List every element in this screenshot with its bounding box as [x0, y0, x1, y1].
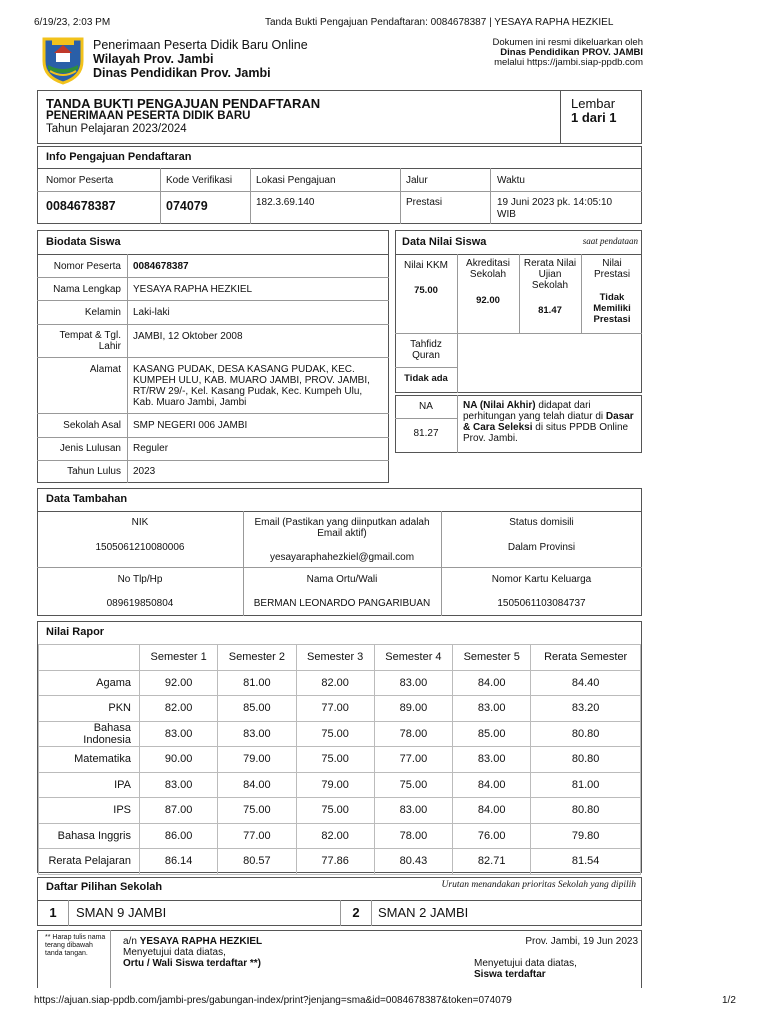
rerata-value: 81.47 [538, 305, 562, 316]
score-cell: 75.00 [218, 798, 296, 824]
score-cell: 75.00 [296, 721, 374, 747]
bio-value: SMP NEGERI 006 JAMBI [133, 420, 248, 431]
table-row [39, 798, 641, 824]
table-row [39, 721, 641, 747]
score-cell: 78.00 [374, 823, 452, 849]
score-cell: 82.00 [296, 823, 374, 849]
score-cell: 83.00 [374, 670, 452, 696]
table-header-cell: Semester 5 [453, 645, 531, 671]
doc-year: Tahun Pelajaran 2023/2024 [46, 123, 187, 135]
info-jalur: Prestasi [406, 197, 443, 208]
score-cell: 90.00 [140, 747, 218, 773]
score-cell: 82.00 [140, 696, 218, 722]
score-cell: 80.43 [374, 849, 452, 875]
info-label-jalur: Jalur [406, 175, 428, 186]
hp-label: No Tlp/Hp [117, 574, 163, 585]
table-row [39, 772, 641, 798]
score-cell: 83.00 [140, 721, 218, 747]
info-waktu: 19 Juni 2023 pk. 14:05:10 WIB [497, 197, 613, 220]
score-cell: 84.40 [531, 670, 641, 696]
score-cell: 79.00 [218, 747, 296, 773]
rapor-heading: Nilai Rapor [46, 626, 105, 638]
header-right2: Dinas Pendidikan PROV. JAMBI [500, 47, 643, 58]
print-datetime: 6/19/23, 2:03 PM [34, 17, 111, 28]
score-cell: 85.00 [453, 721, 531, 747]
signature-place-date: Prov. Jambi, 19 Jun 2023 [525, 936, 638, 947]
score-cell: 86.14 [140, 849, 218, 875]
score-cell: 84.00 [453, 798, 531, 824]
score-cell: 77.00 [374, 747, 452, 773]
bio-value: Laki-laki [133, 307, 170, 318]
bio-label: Tahun Lulus [67, 466, 121, 477]
score-cell: 81.00 [531, 772, 641, 798]
score-cell: 82.00 [296, 670, 374, 696]
na-description: NA (Nilai Akhir) didapat dari perhitungan yang telah diatur di Dasar & Cara Seleksi di situs PPDB Online Prov. Jambi. [463, 400, 634, 444]
score-cell: 75.00 [374, 772, 452, 798]
ortu-label: Nama Ortu/Wali [306, 574, 378, 585]
bio-value: YESAYA RAPHA HEZKIEL [133, 284, 253, 295]
header-right3: melalui https://jambi.siap-ppdb.com [494, 57, 643, 68]
lembar-label: Lembar [571, 96, 616, 111]
score-cell: 79.80 [531, 823, 641, 849]
nilai-note: saat pendataan [582, 236, 638, 246]
kk-value: 1505061103084737 [497, 598, 586, 609]
header-right1: Dokumen ini resmi dikeluarkan oleh [492, 37, 643, 48]
kkm-value: 75.00 [414, 285, 438, 296]
table-header-cell [39, 645, 140, 671]
bio-label: Nama Lengkap [53, 284, 121, 295]
pilihan-school: SMAN 9 JAMBI [76, 905, 167, 920]
table-header-cell: Rerata Semester [531, 645, 641, 671]
score-cell: 83.00 [374, 798, 452, 824]
bio-value: KASANG PUDAK, DESA KASANG PUDAK, KEC. KUMPEH ULU, KAB. MUARO JAMBI, PROV. JAMBI, RT/RW 29/-, Kel. Kasang Pudak, Kec. Kumpeh Ulu, Kab. Muaro Jambi, Jambi [133, 364, 370, 408]
score-cell: 92.00 [140, 670, 218, 696]
lembar-value: 1 dari 1 [571, 110, 617, 125]
pilihan-no: 1 [49, 905, 57, 920]
table-row [39, 849, 641, 875]
table-header-cell: Semester 3 [296, 645, 374, 671]
nik-label: NIK [131, 517, 149, 528]
bio-value: JAMBI, 12 Oktober 2008 [133, 331, 243, 342]
prestasi-label: Nilai Prestasi [593, 258, 631, 280]
subject-cell: Agama [39, 670, 140, 696]
table-header-cell: Semester 2 [218, 645, 296, 671]
bio-value: 2023 [133, 466, 156, 477]
score-cell: 87.00 [140, 798, 218, 824]
score-cell: 83.00 [453, 747, 531, 773]
score-cell: 86.00 [140, 823, 218, 849]
hp-value: 089619850804 [106, 598, 174, 609]
biodata-heading: Biodata Siswa [46, 236, 121, 248]
score-cell: 85.00 [218, 696, 296, 722]
na-label: NA [419, 401, 433, 412]
pilihan-heading: Daftar Pilihan Sekolah [46, 881, 163, 893]
akreditasi-value: 92.00 [476, 295, 500, 306]
signature-ortu: Ortu / Wali Siswa terdaftar **) [123, 958, 261, 969]
kkm-label: Nilai KKM [404, 260, 448, 271]
info-label-nomor: Nomor Peserta [46, 175, 114, 186]
info-label-lokasi: Lokasi Pengajuan [256, 175, 336, 186]
nik-value: 1505061210080006 [95, 542, 185, 553]
pilihan-no: 2 [352, 905, 360, 920]
score-cell: 78.00 [374, 721, 452, 747]
score-cell: 77.00 [218, 823, 296, 849]
score-cell: 80.80 [531, 721, 641, 747]
kk-label: Nomor Kartu Keluarga [491, 574, 592, 585]
bio-label: Jenis Lulusan [59, 443, 121, 454]
subject-cell: Matematika [39, 747, 140, 773]
table-row [39, 670, 641, 696]
rapor-table [38, 644, 641, 875]
score-cell: 75.00 [296, 747, 374, 773]
score-cell: 84.00 [453, 670, 531, 696]
bio-label: Tempat & Tgl. Lahir [59, 330, 121, 352]
bio-label: Sekolah Asal [63, 420, 121, 431]
subject-cell: Rerata Pelajaran [39, 849, 140, 875]
signature-note: ** Harap tulis nama terang dibawah tanda tangan. [45, 934, 106, 957]
score-cell: 80.80 [531, 747, 641, 773]
print-page-title: Tanda Bukti Pengajuan Pendaftaran: 0084678387 | YESAYA RAPHA HEZKIEL [265, 17, 614, 28]
table-header-cell: Semester 4 [374, 645, 452, 671]
bio-label: Alamat [89, 364, 121, 375]
status-label: Status domisili [509, 517, 574, 528]
score-cell: 82.71 [453, 849, 531, 875]
info-nomor: 0084678387 [46, 199, 116, 213]
table-header-row [39, 645, 641, 671]
akreditasi-label: Akreditasi Sekolah [466, 258, 510, 280]
tambahan-heading: Data Tambahan [46, 493, 128, 505]
nilai-heading: Data Nilai Siswa [402, 236, 487, 248]
table-row [39, 823, 641, 849]
subject-cell: PKN [39, 696, 140, 722]
rerata-label: Rerata Nilai Ujian Sekolah [523, 258, 577, 291]
score-cell: 77.86 [296, 849, 374, 875]
email-label: Email (Pastikan yang diinputkan adalah Email aktif) [254, 517, 430, 539]
header-line1: Penerimaan Peserta Didik Baru Online [93, 38, 308, 52]
info-label-waktu: Waktu [497, 175, 525, 186]
score-cell: 80.80 [531, 798, 641, 824]
score-cell: 77.00 [296, 696, 374, 722]
doc-title: TANDA BUKTI PENGAJUAN PENDAFTARAN [46, 96, 321, 111]
info-heading: Info Pengajuan Pendaftaran [46, 151, 192, 163]
score-cell: 84.00 [218, 772, 296, 798]
bio-value: 0084678387 [133, 261, 189, 272]
jambi-logo [40, 35, 86, 85]
header-line2: Wilayah Prov. Jambi [93, 52, 214, 66]
score-cell: 89.00 [374, 696, 452, 722]
subject-cell: Bahasa Indonesia [39, 721, 140, 747]
tahfidz-value: Tidak ada [404, 373, 448, 384]
info-label-kode: Kode Verifikasi [166, 175, 233, 186]
print-url: https://ajuan.siap-ppdb.com/jambi-pres/gabungan-index/print?jenjang=sma&id=0084678387&token=074079 [34, 995, 512, 1006]
signature-siswa: Siswa terdaftar [474, 969, 546, 980]
email-value: yesayaraphahezkiel@gmail.com [269, 552, 415, 563]
info-kode: 074079 [166, 199, 208, 213]
pilihan-note: Urutan menandakan prioritas Sekolah yang dipilih [441, 880, 636, 890]
score-cell: 84.00 [453, 772, 531, 798]
score-cell: 80.57 [218, 849, 296, 875]
bio-value: Reguler [133, 443, 169, 454]
table-row [39, 696, 641, 722]
subject-cell: IPA [39, 772, 140, 798]
print-page-number: 1/2 [722, 995, 736, 1006]
status-value: Dalam Provinsi [507, 542, 576, 553]
score-cell: 81.54 [531, 849, 641, 875]
score-cell: 76.00 [453, 823, 531, 849]
score-cell: 83.00 [140, 772, 218, 798]
signature-an: a/n YESAYA RAPHA HEZKIEL [123, 936, 263, 947]
score-cell: 79.00 [296, 772, 374, 798]
tahfidz-label: Tahfidz Quran [410, 339, 442, 361]
score-cell: 83.00 [218, 721, 296, 747]
subject-cell: Bahasa Inggris [39, 823, 140, 849]
signature-setuju-ortu: Menyetujui data diatas, [123, 947, 226, 958]
bio-label: Kelamin [84, 307, 121, 318]
na-value: 81.27 [413, 428, 439, 439]
header-line3: Dinas Pendidikan Prov. Jambi [93, 66, 271, 80]
subject-cell: IPS [39, 798, 140, 824]
table-row [39, 747, 641, 773]
score-cell: 83.20 [531, 696, 641, 722]
prestasi-value: Tidak Memiliki Prestasi [593, 292, 631, 325]
table-header-cell: Semester 1 [140, 645, 218, 671]
bio-label: Nomor Peserta [53, 261, 121, 272]
signature-setuju-siswa: Menyetujui data diatas, [474, 958, 577, 969]
score-cell: 75.00 [296, 798, 374, 824]
doc-subtitle: PENERIMAAN PESERTA DIDIK BARU [46, 110, 251, 122]
info-lokasi: 182.3.69.140 [256, 197, 315, 208]
pilihan-school: SMAN 2 JAMBI [378, 905, 469, 920]
score-cell: 81.00 [218, 670, 296, 696]
ortu-value: BERMAN LEONARDO PANGARIBUAN [253, 598, 431, 609]
score-cell: 83.00 [453, 696, 531, 722]
